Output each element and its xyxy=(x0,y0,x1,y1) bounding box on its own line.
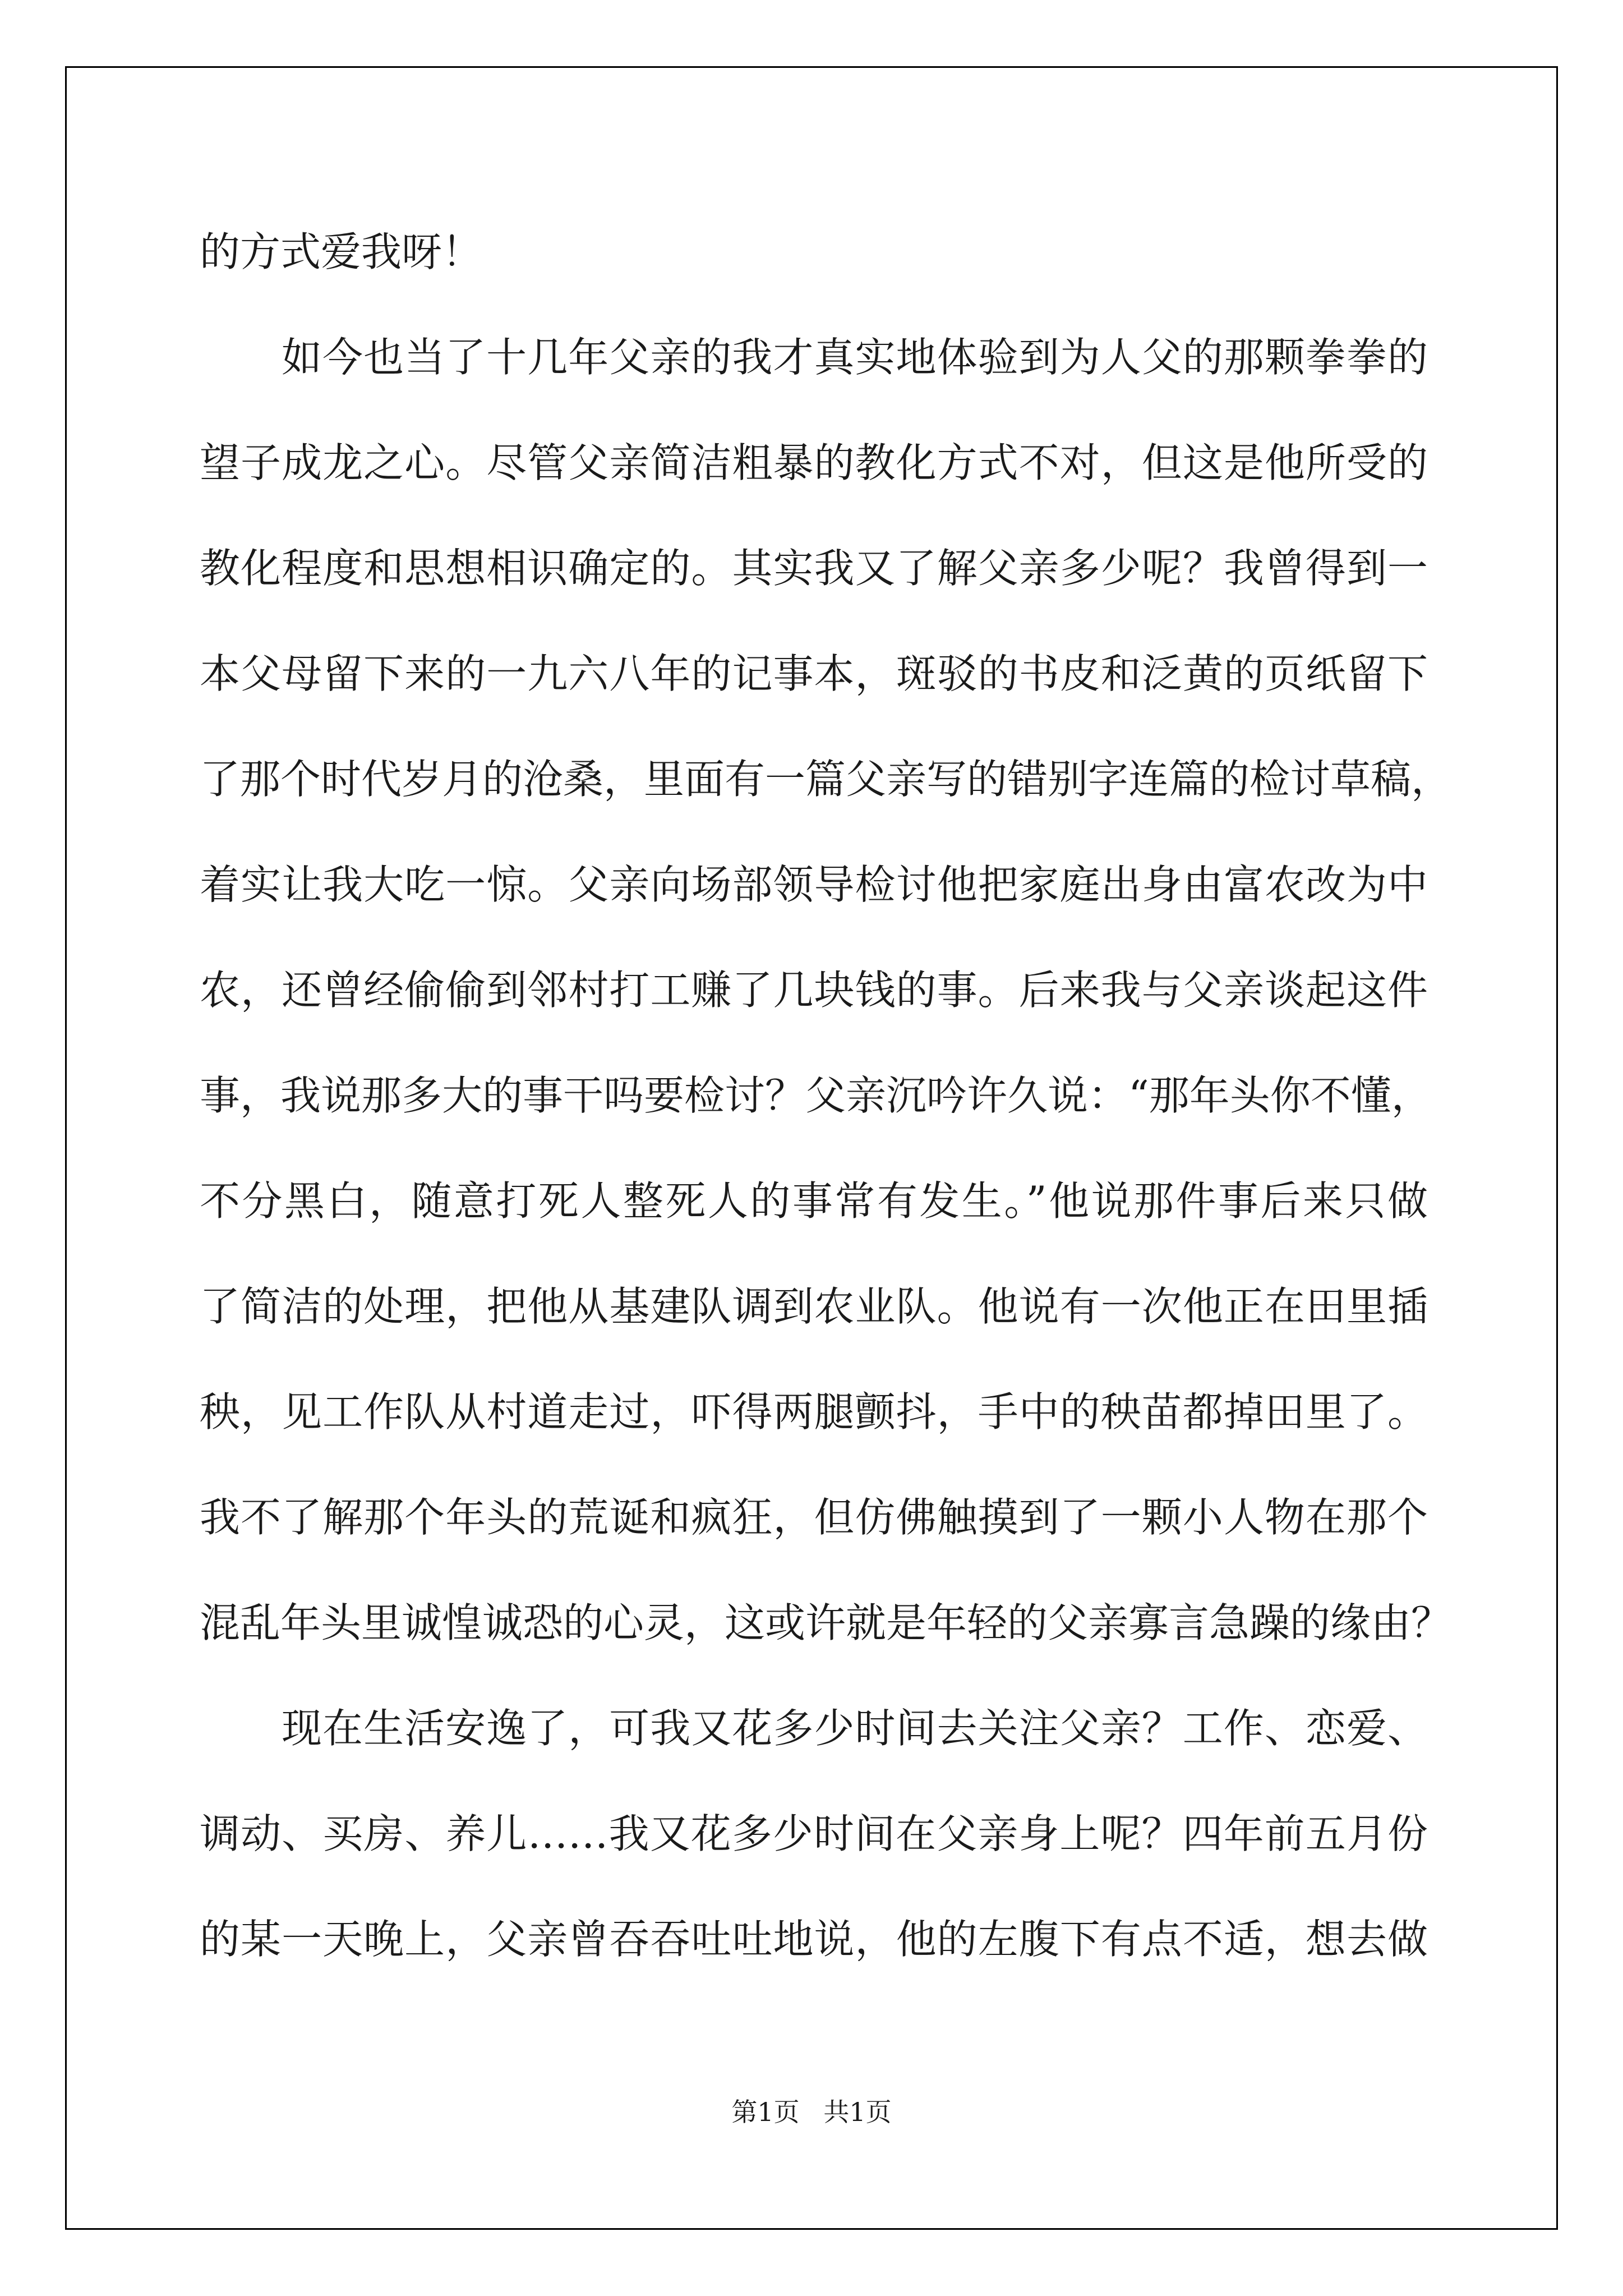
text-line: 秧，见工作队从村道走过，吓得两腿颤抖，手中的秧苗都掉田里了。 xyxy=(200,1388,1428,1435)
text-line: 事，我说那多大的事干吗要检讨？父亲沉吟许久说：“那年头你不懂， xyxy=(200,1072,1432,1119)
page-total: 共1页 xyxy=(823,2097,892,2127)
text-line: 的某一天晚上，父亲曾吞吞吐吐地说，他的左腹下有点不适，想去做 xyxy=(200,1916,1428,1963)
text-line: 了那个时代岁月的沧桑，里面有一篇父亲写的错别字连篇的检讨草稿， xyxy=(200,756,1452,803)
text-line: 本父母留下来的一九六八年的记事本，斑驳的书皮和泛黄的页纸留下 xyxy=(200,650,1428,697)
document-body xyxy=(200,199,1452,1992)
text-line: 我不了解那个年头的荒诞和疯狂，但仿佛触摸到了一颗小人物在那个 xyxy=(200,1494,1428,1541)
text-line: 混乱年头里诚惶诚恐的心灵，这或许就是年轻的父亲寡言急躁的缘由？ xyxy=(200,1599,1452,1646)
text-line: 着实让我大吃一惊。父亲向场部领导检讨他把家庭出身由富农改为中 xyxy=(200,861,1428,908)
text-line: 现在生活安逸了，可我又花多少时间去关注父亲？工作、恋爱、 xyxy=(282,1705,1428,1752)
text-line: 调动、买房、养儿……我又花多少时间在父亲身上呢？四年前五月份 xyxy=(200,1810,1428,1857)
text-line: 教化程度和思想相识确定的。其实我又了解父亲多少呢？我曾得到一 xyxy=(200,545,1428,592)
page-footer xyxy=(0,2095,1623,2129)
page-number: 第1页 xyxy=(731,2097,800,2127)
text-line: 不分黑白，随意打死人整死人的事常有发生。”他说那件事后来只做 xyxy=(200,1177,1428,1225)
text-line: 望子成龙之心。尽管父亲简洁粗暴的教化方式不对，但这是他所受的 xyxy=(200,439,1428,486)
text-line: 了简洁的处理，把他从基建队调到农业队。他说有一次他正在田里插 xyxy=(200,1283,1428,1330)
text-line: 的方式爱我呀！ xyxy=(200,228,483,275)
text-line: 农，还曾经偷偷到邻村打工赚了几块钱的事。后来我与父亲谈起这件 xyxy=(200,967,1428,1014)
text-line: 如今也当了十几年父亲的我才真实地体验到为人父的那颗拳拳的 xyxy=(282,334,1428,381)
